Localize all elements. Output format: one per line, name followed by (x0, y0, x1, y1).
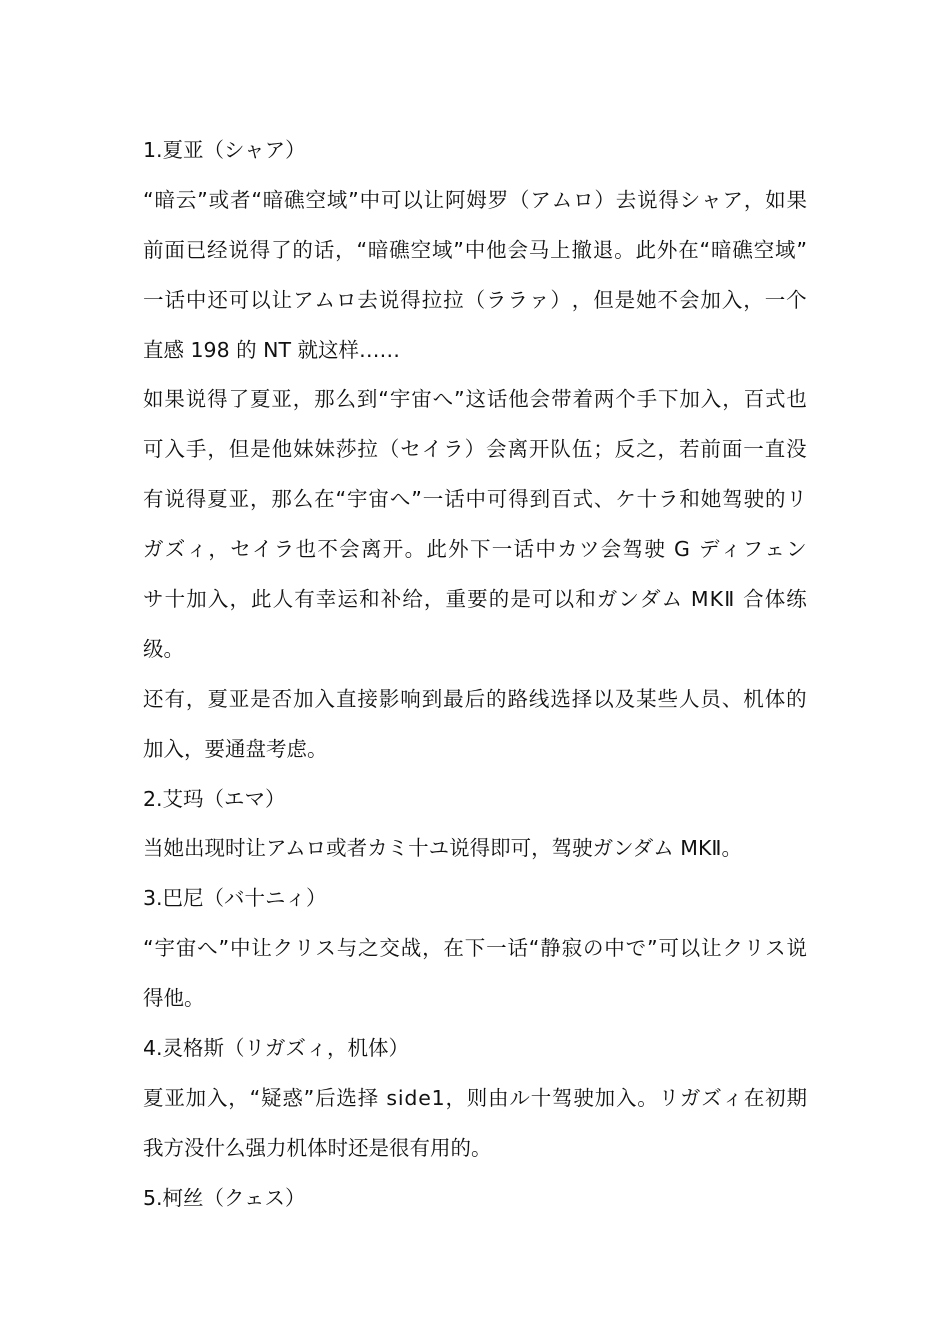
paragraph-line: 还 有 ， 夏 亚 是 否 加 入 直 接 影 响 到 最 后 的 路 线 选 择 以 及 某 些 人 员 、 机 体 的 (143, 686, 807, 711)
paragraph-line: サ 十 加 入 ， 此 人 有 幸 运 和 补 给 ， 重 要 的 是 可 以 和 ガ ン ダ ム M K Ⅱ 合 体 练 (143, 587, 807, 612)
paragraph-line: 前 面 已 经 说 得 了 的 话 ， “ 暗 礁 空 域 ” 中 他 会 马 上 撤 退 。 此 外 在 “ 暗 礁 空 域 ” (143, 237, 807, 262)
document-body (143, 126, 807, 1224)
paragraph-line: 我方没什么强力机体时还是很有用的。 (143, 1135, 492, 1160)
heading-quess: 5.柯丝（クェス） (143, 1185, 306, 1210)
paragraph-line: 加入，要通盘考虑。 (143, 736, 328, 761)
paragraph-line: 得他。 (143, 986, 205, 1011)
heading-emma: 2.艾玛（エマ） (143, 786, 286, 811)
paragraph-line: “ 暗 云 ” 或 者 “ 暗 礁 空 域 ” 中 可 以 让 阿 姆 罗 （ ア ム ロ ） 去 说 得 シ ャ ア ， 如 果 (143, 187, 807, 212)
paragraph-line: 级。 (143, 636, 184, 661)
paragraph-line: 可 入 手 ， 但 是 他 妹 妹 莎 拉 （ セ イ ラ ） 会 离 开 队 伍 ； 反 之 ， 若 前 面 一 直 没 (143, 437, 807, 462)
paragraph-line: 直感 198 的 NT 就这样…… (143, 337, 401, 362)
paragraph-line: 如 果 说 得 了 夏 亚 ， 那 么 到 “ 宇 宙 へ ” 这 话 他 会 带 着 两 个 手 下 加 入 ， 百 式 也 (143, 387, 807, 412)
paragraph-line: 有 说 得 夏 亚 ， 那 么 在 “ 宇 宙 へ ” 一 话 中 可 得 到 百 式 、 ケ 十 ラ 和 她 驾 驶 的 リ (143, 487, 807, 512)
heading-char-aznable: 1.夏亚（シャア） (143, 138, 306, 162)
paragraph-line: “ 宇 宙 へ ” 中 让 ク リ ス 与 之 交 战 ， 在 下 一 话 “ 静 寂 の 中 で ” 可 以 让 ク リ ス 说 (143, 936, 807, 961)
paragraph-line: 一 话 中 还 可 以 让 ア ム ロ 去 说 得 拉 拉 （ ラ ラ ァ ） ， 但 是 她 不 会 加 入 ， 一 个 (143, 287, 807, 312)
paragraph-line: 当她出现时让アムロ或者カミ十ユ说得即可，驾驶ガンダム MKⅡ。 (143, 836, 742, 861)
heading-re-gz: 4.灵格斯（リガズィ，机体） (143, 1036, 409, 1061)
heading-bernie: 3.巴尼（バ十ニィ） (143, 886, 327, 911)
paragraph-line: 夏 亚 加 入 ， “ 疑 惑 ” 后 选 择 s i d e 1 ， 则 由 ル 十 驾 驶 加 入 。 リ ガ ズ ィ 在 初 期 (143, 1085, 807, 1110)
paragraph-line: ガ ズ ィ ， セ イ ラ 也 不 会 离 开 。 此 外 下 一 话 中 カ ツ 会 驾 驶 G デ ィ フ ェ ン (143, 537, 807, 562)
